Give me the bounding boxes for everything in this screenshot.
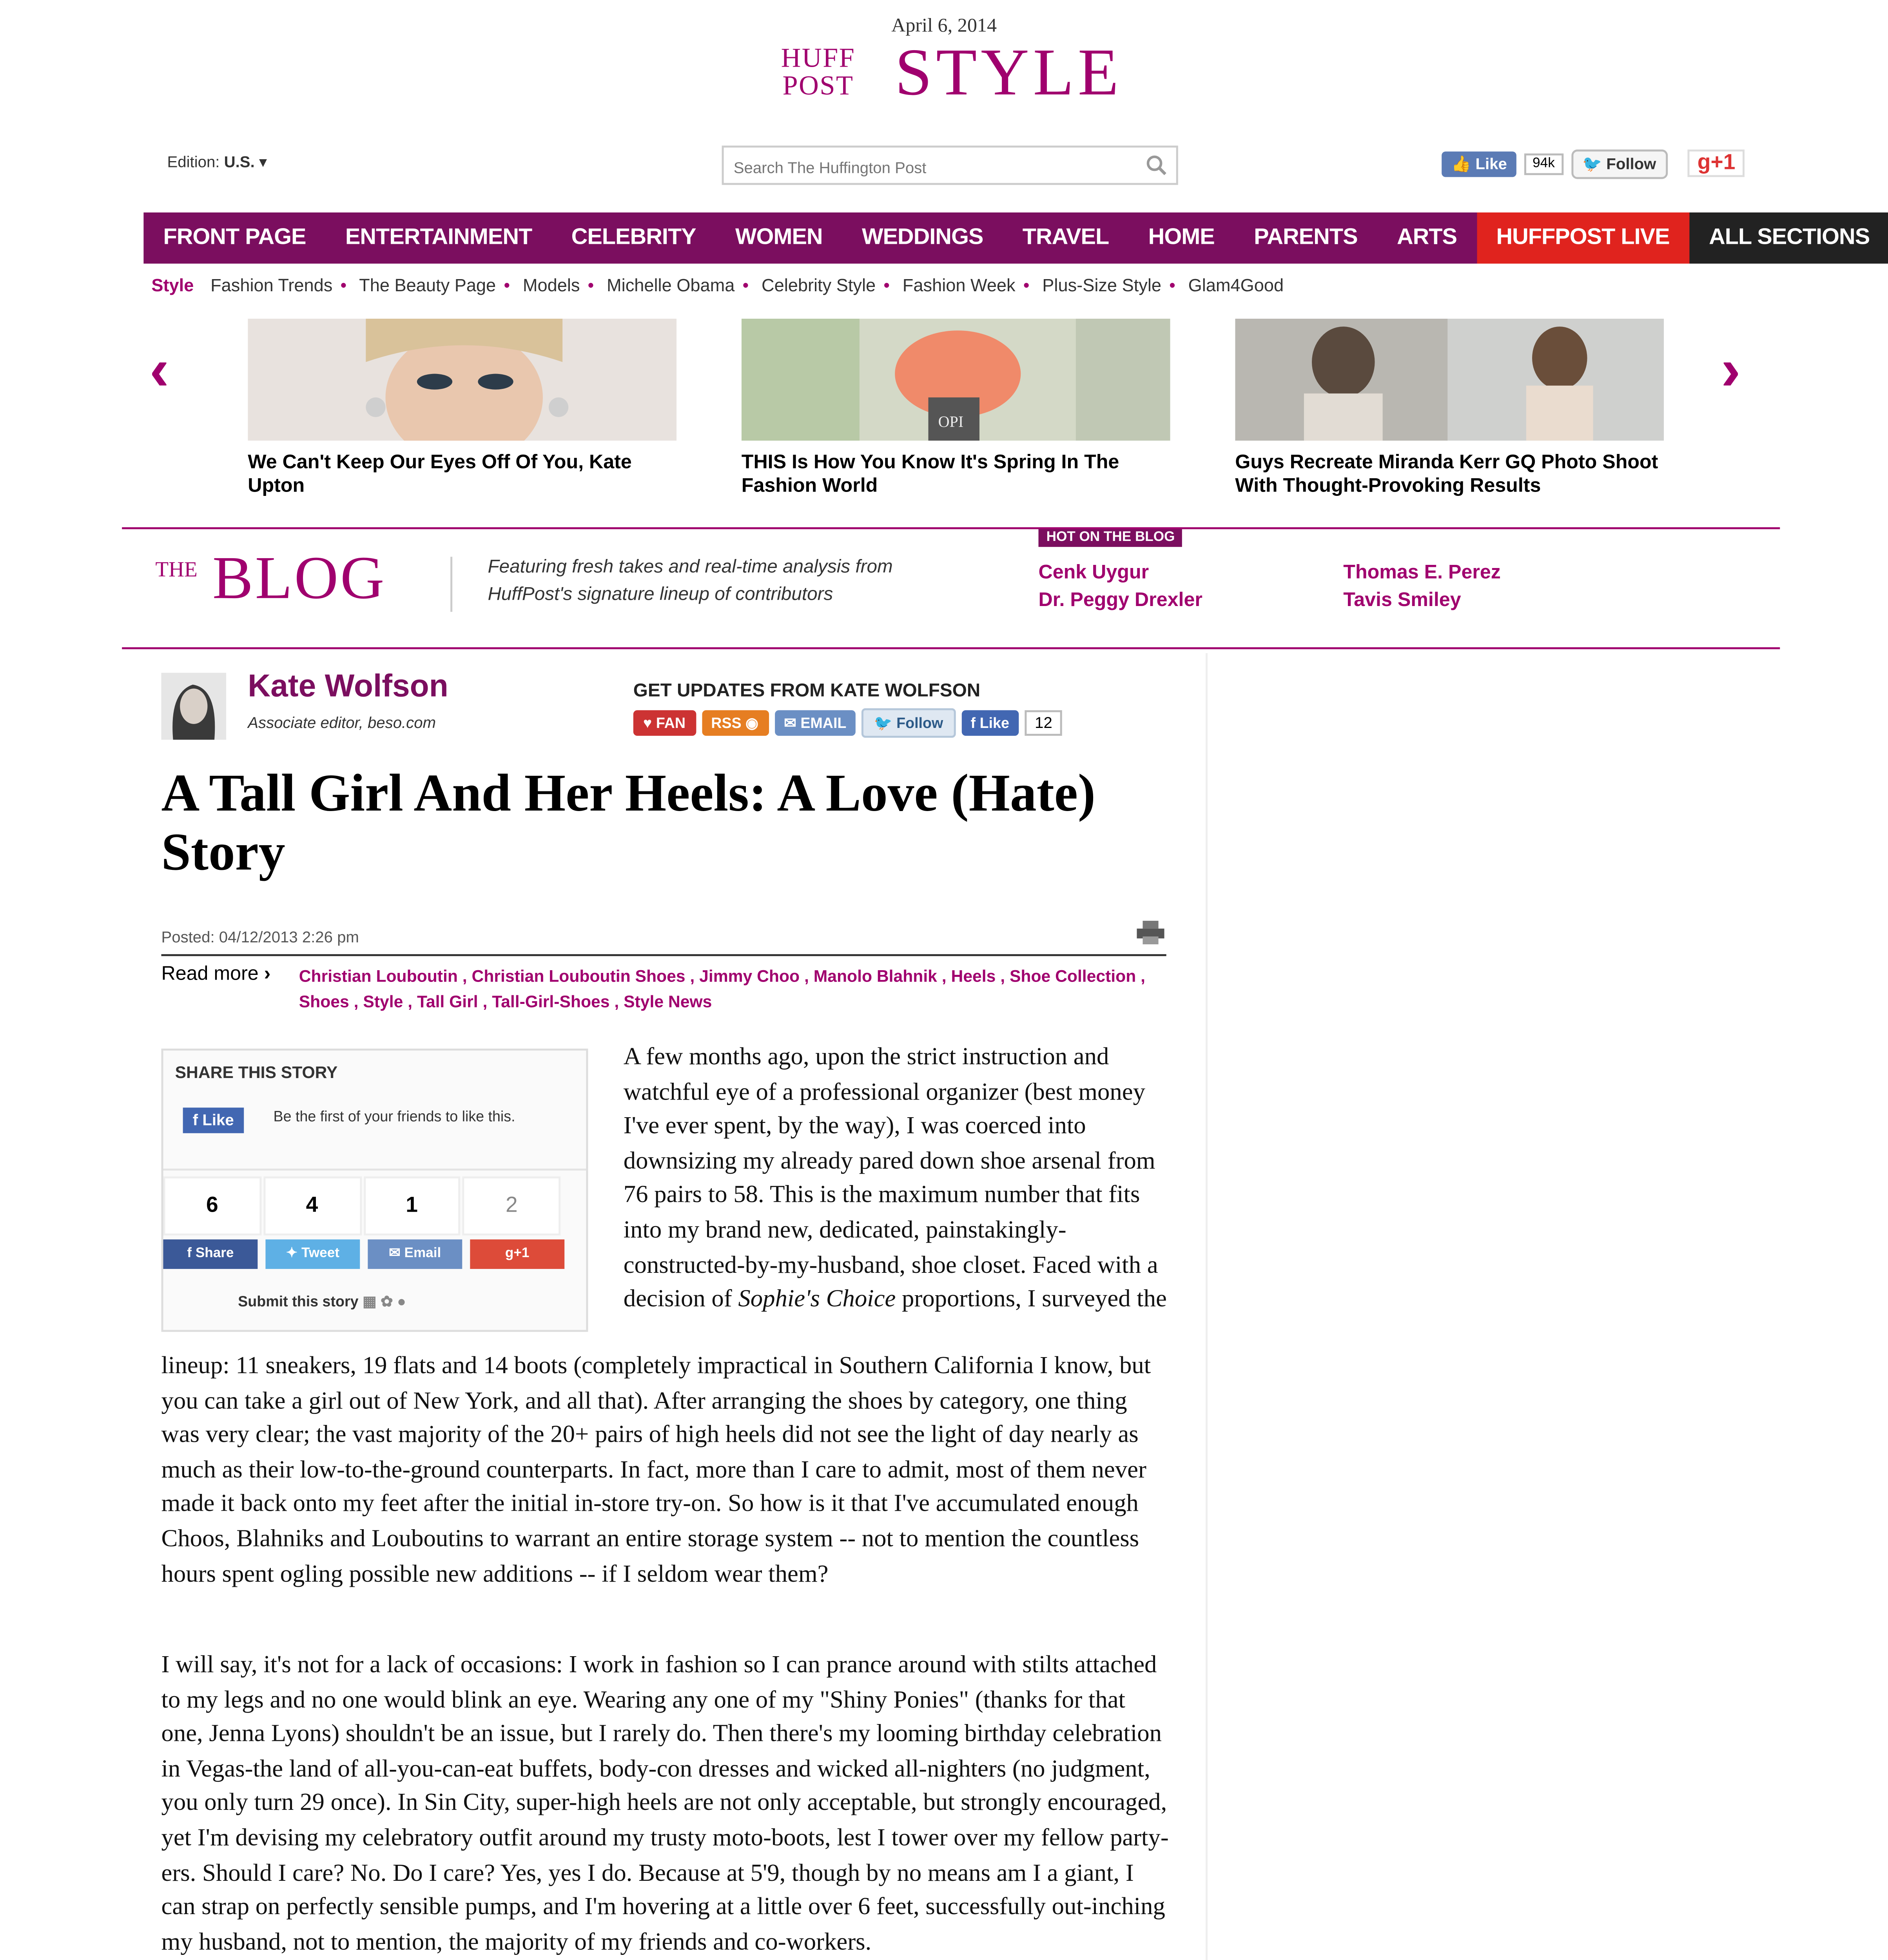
divider — [122, 647, 1780, 649]
fan-button[interactable] — [633, 710, 695, 736]
search-box[interactable] — [722, 145, 1178, 185]
paragraph-italic-text: Sophie's Choice — [738, 1285, 896, 1313]
tag-link[interactable]: Shoes — [299, 991, 349, 1011]
tag-link[interactable]: Jimmy Choo — [699, 966, 800, 986]
edition-value: U.S. — [224, 153, 255, 171]
search-input[interactable] — [724, 151, 1127, 186]
article-paragraph-1-end: lineup: 11 sneakers, 19 flats and 14 boots (completely impractical in Southern California I know, but you can take a girl out of New York, and all that). After arranging the shoes by category, one thing was very clear; the vast majority of the 20+ pairs of high heels did not see the light of day nearly as much as their low-to-the-ground counterparts. In fact, more than I care to admit, most of them never made it back onto my feet after the initial in-store try-on. So how is it that I've accumulated enough Choos, Blahniks and Louboutins to warrant an entire storage system -- not to mention the countless hours spent ogling possible new additions -- if I seldom wear them? — [161, 1351, 1151, 1587]
subnav-item[interactable]: Models — [522, 275, 580, 295]
follow-label: Follow — [1606, 154, 1656, 172]
hot-blogger-link[interactable]: Dr. Peggy Drexler — [1038, 590, 1202, 612]
facebook-share-button[interactable] — [163, 1240, 258, 1269]
subnav-item[interactable]: Fashion Trends — [210, 275, 333, 295]
sub-nav: Style Fashion Trends • The Beauty Page • Models • Michelle Obama • Celebrity Style • Fashion Week • Plus-Size Style • Glam4Good — [151, 275, 1284, 295]
facebook-icon: f — [192, 1111, 198, 1129]
column-divider — [1206, 653, 1208, 1960]
article-paragraph-1-start — [624, 1041, 1168, 1318]
subnav-style[interactable]: Style — [151, 275, 194, 295]
facebook-like-button[interactable] — [183, 1108, 244, 1133]
nav-all-sections[interactable]: ALL SECTIONS — [1689, 212, 1888, 263]
carousel-caption-1[interactable]: We Can't Keep Our Eyes Off Of You, Kate Upton — [248, 452, 632, 498]
subnav-item[interactable]: Celebrity Style — [761, 275, 876, 295]
carousel-caption-2[interactable]: THIS Is How You Know It's Spring In The Fashion World — [741, 452, 1119, 498]
like-friends-text: Be the first of your friends to like this. — [273, 1107, 515, 1125]
like-label: Like — [1475, 154, 1507, 172]
chevron-left-icon[interactable]: ‹ — [149, 338, 169, 403]
nav-entertainment[interactable]: ENTERTAINMENT — [345, 226, 532, 250]
read-more-text: Read more — [161, 964, 259, 986]
rss-label: RSS — [711, 714, 742, 732]
tag-list: Christian Louboutin , Christian Louboutin Shoes , Jimmy Choo , Manolo Blahnik , Heels , Shoe Collection , Shoes , Style , Tall Girl , Tall-Girl-Shoes , Style News — [299, 966, 1146, 1011]
divider — [161, 954, 1166, 956]
article-title: A Tall Girl And Her Heels: A Love (Hate) Story — [161, 763, 1096, 882]
like-count: 12 — [1025, 710, 1062, 736]
tag-link[interactable]: Shoe Collection — [1009, 966, 1136, 986]
email-share-button[interactable] — [368, 1240, 462, 1269]
submit-label: Submit this story — [238, 1292, 359, 1310]
subnav-item[interactable]: The Beauty Page — [359, 275, 496, 295]
share-count-gplus: 2 — [462, 1176, 560, 1236]
svg-text:OPI: OPI — [938, 413, 964, 431]
chevron-down-icon: ▾ — [259, 153, 267, 171]
read-more-label — [161, 964, 270, 985]
logo-post-text: POST — [782, 73, 854, 102]
tag-link[interactable]: Style — [363, 991, 403, 1011]
carousel-image-2[interactable] — [742, 319, 1170, 441]
tag-link[interactable]: Christian Louboutin — [299, 966, 458, 986]
printer-icon[interactable] — [1137, 921, 1164, 944]
facebook-icon: f — [970, 714, 976, 732]
carousel-caption-3[interactable]: Guys Recreate Miranda Kerr GQ Photo Shoot With Thought-Provoking Results — [1235, 452, 1658, 498]
nav-huffpost-live[interactable]: HUFFPOST LIVE — [1476, 212, 1689, 263]
main-nav — [143, 212, 1870, 263]
tag-link[interactable]: Heels — [951, 966, 996, 986]
twitter-tweet-button[interactable] — [265, 1240, 360, 1269]
gplus-share-button[interactable]: g+1 — [470, 1240, 564, 1269]
facebook-like-button[interactable] — [961, 710, 1019, 736]
social-bookmark-icons[interactable]: ▦ ✿ ● — [363, 1292, 406, 1310]
tag-link[interactable]: Tall-Girl-Shoes — [492, 991, 610, 1011]
twitter-follow-button[interactable] — [862, 708, 955, 738]
hot-on-blog-label: HOT ON THE BLOG — [1039, 529, 1183, 547]
edition-selector[interactable] — [167, 153, 267, 171]
twitter-bird-icon: 🐦 — [1582, 154, 1602, 172]
divider — [163, 1169, 586, 1171]
share-count-email: 1 — [363, 1176, 461, 1236]
twitter-bird-icon: 🐦 — [874, 714, 892, 732]
nav-arts[interactable]: ARTS — [1397, 226, 1457, 250]
nav-front-page[interactable]: FRONT PAGE — [163, 226, 306, 250]
tag-link[interactable]: Manolo Blahnik — [813, 966, 937, 986]
share-box — [161, 1049, 588, 1332]
email-label: EMAIL — [800, 714, 847, 732]
author-subscribe-buttons — [633, 708, 1062, 738]
gplus-button[interactable]: g+1 — [1688, 149, 1745, 177]
share-counts — [163, 1176, 562, 1236]
author-avatar[interactable] — [161, 673, 226, 740]
huffpost-logo[interactable] — [773, 47, 863, 102]
subnav-item[interactable]: Fashion Week — [902, 275, 1016, 295]
edition-label: Edition: — [167, 153, 220, 171]
heart-icon: ♥ — [643, 714, 652, 732]
nav-weddings[interactable]: WEDDINGS — [861, 226, 983, 250]
search-icon[interactable] — [1144, 153, 1168, 177]
tweet-label: Tweet — [301, 1247, 339, 1261]
share-count-twitter: 4 — [263, 1176, 361, 1236]
thumbs-up-icon: 👍 — [1451, 154, 1471, 172]
blog-description: Featuring fresh takes and real-time analysis from HuffPost's signature lineup of contributors — [488, 557, 893, 606]
rss-icon: ◉ — [745, 714, 758, 732]
page-date: April 6, 2014 — [891, 16, 997, 38]
rss-button[interactable] — [701, 710, 768, 736]
facebook-icon: f — [187, 1247, 192, 1261]
tag-link[interactable]: Christian Louboutin Shoes — [472, 966, 686, 986]
share-buttons — [163, 1240, 564, 1269]
nav-parents[interactable]: PARENTS — [1254, 226, 1358, 250]
logo-huff-text: HUFF — [781, 45, 856, 75]
nav-celebrity[interactable]: CELEBRITY — [571, 226, 696, 250]
nav-home[interactable]: HOME — [1148, 226, 1215, 250]
twitter-bird-icon: ✦ — [286, 1247, 298, 1261]
paragraph-text: A few months ago, upon the strict instruction and watchful eye of a professional organizer (best money I've ever spent, by the way), I was coerced into downsizing my already pared down shoe arsenal from 76 pairs to 58. This is the maximum number that fits into my brand new, dedicated, painstakingly-constructed-by-my-husband, shoe closet. Faced with a decision of — [623, 1042, 1158, 1313]
share-heading: SHARE THIS STORY — [175, 1062, 338, 1082]
posted-date: Posted: 04/12/2013 2:26 pm — [161, 928, 359, 946]
subnav-item[interactable]: Michelle Obama — [607, 275, 735, 295]
email-label: Email — [404, 1247, 441, 1261]
subnav-item[interactable]: Glam4Good — [1188, 275, 1284, 295]
share-count-facebook: 6 — [163, 1176, 261, 1236]
share-label: Share — [195, 1247, 234, 1261]
carousel-image-1[interactable] — [248, 319, 676, 441]
nav-travel[interactable]: TRAVEL — [1022, 226, 1109, 250]
email-button[interactable] — [774, 710, 856, 736]
twitter-follow-button[interactable] — [1571, 149, 1668, 178]
submit-story[interactable] — [238, 1292, 406, 1310]
hot-blogger-link[interactable]: Thomas E. Perez — [1343, 563, 1501, 584]
blog-logo[interactable]: BLOG — [212, 543, 386, 612]
like-label: Like — [202, 1111, 234, 1129]
social-buttons — [1442, 147, 1745, 179]
tag-link[interactable]: Style News — [624, 991, 712, 1011]
subnav-item[interactable]: Plus-Size Style — [1042, 275, 1162, 295]
chevron-right-icon: › — [264, 964, 271, 986]
blog-logo-the: THE — [155, 559, 198, 583]
fan-label: FAN — [656, 714, 686, 732]
author-name[interactable]: Kate Wolfson — [248, 671, 448, 704]
divider — [122, 527, 1780, 529]
facebook-like-button[interactable] — [1442, 151, 1517, 176]
carousel-image-3[interactable] — [1235, 319, 1664, 441]
divider — [450, 557, 452, 612]
envelope-icon: ✉ — [389, 1247, 401, 1261]
paragraph-text: proportions, I surveyed the — [896, 1285, 1167, 1313]
like-count: 94k — [1525, 152, 1563, 174]
section-logo[interactable]: STYLE — [895, 37, 1123, 111]
like-label: Like — [979, 714, 1009, 732]
hot-blogger-link[interactable]: Cenk Uygur — [1038, 563, 1149, 584]
nav-women[interactable]: WOMEN — [735, 226, 823, 250]
chevron-right-icon[interactable]: › — [1721, 338, 1741, 403]
hot-blogger-link[interactable]: Tavis Smiley — [1343, 590, 1461, 612]
get-updates-label: GET UPDATES FROM KATE WOLFSON — [633, 681, 981, 702]
article-paragraph-2: I will say, it's not for a lack of occasions: I work in fashion so I can prance around with stilts attached to my legs and no one would blink an eye. Wearing any one of my "Shiny Ponies" (thanks for that one, Jenna Lyons) shouldn't be an issue, but I rarely do. Then there's my looming birthday celebration in Vegas-the land of all-you-can-eat buffets, body-con dresses and wicked all-nighters (no judgment, you only turn 29 once). In Sin City, super-high heels are not only acceptable, but strongly encouraged, yet I'm devising my celebratory outfit around my trusty moto-boots, lest I tower over my fellow party-ers. Should I care? No. Do I care? Yes, yes I do. Because at 5'9, though by no means am I a giant, I can strap on perfectly sensible pumps, and I'm hovering at a little over 6 feet, successfully out-inching my husband, not to mention, the majority of my friends and co-workers. — [161, 1650, 1169, 1955]
follow-label: Follow — [896, 714, 943, 732]
author-title: Associate editor, beso.com — [248, 714, 436, 732]
tag-link[interactable]: Tall Girl — [417, 991, 478, 1011]
envelope-icon: ✉ — [784, 714, 796, 732]
